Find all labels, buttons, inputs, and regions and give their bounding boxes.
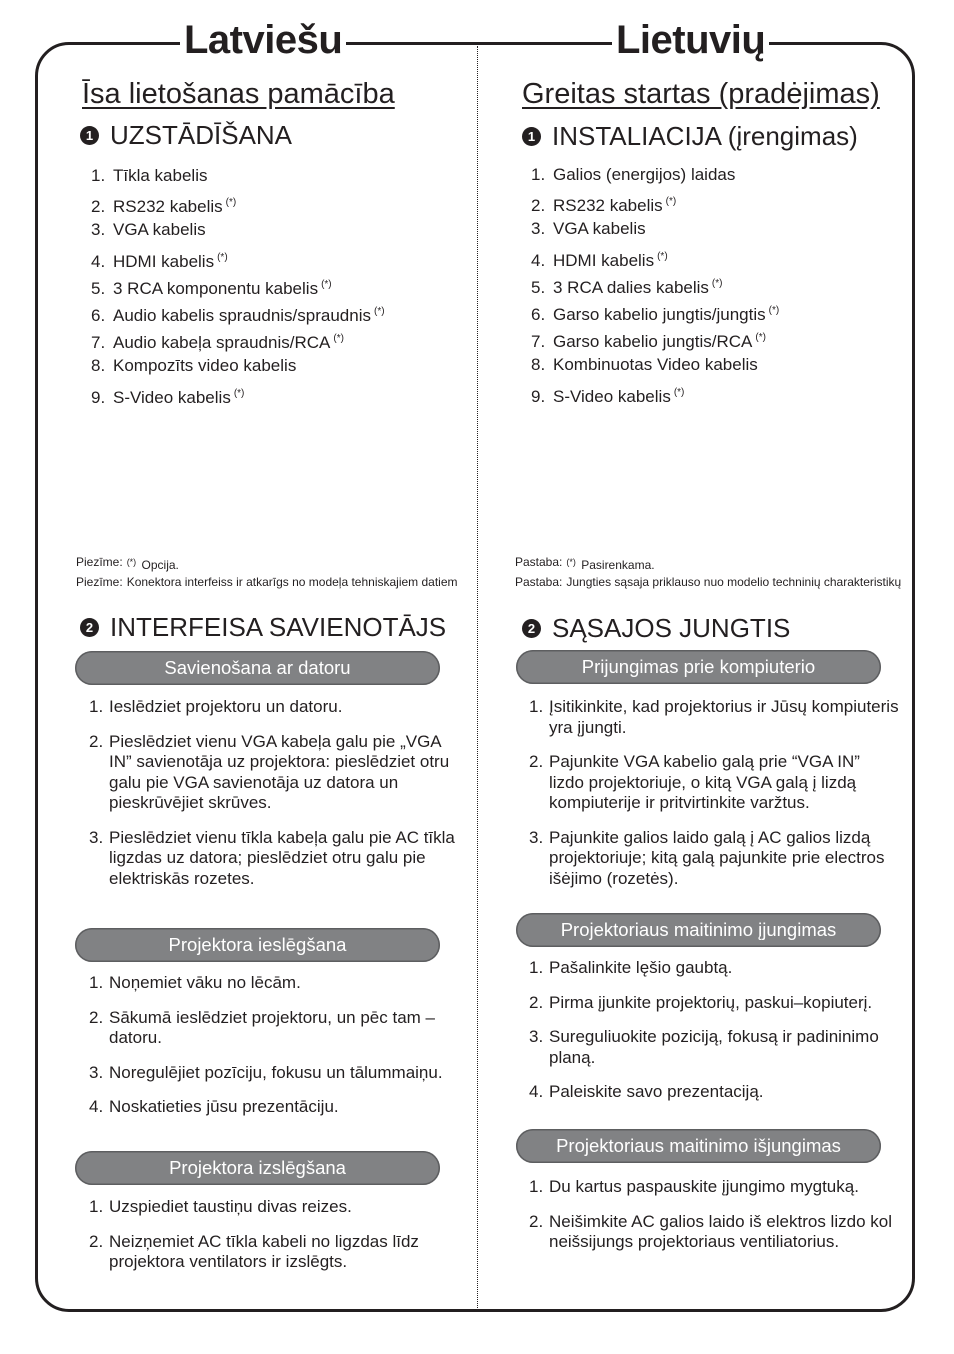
optional-marker: (*) xyxy=(126,557,137,567)
cable-item xyxy=(91,244,385,271)
note-body: Konektora interfeiss ir atkarīgs no modeļa tehniskajiem datiem xyxy=(126,575,458,589)
group-header-connect-lt: Prijungimas prie kompiuterio xyxy=(516,650,881,684)
note-label: Pastaba: xyxy=(515,575,563,589)
step-item xyxy=(529,958,899,979)
step-item xyxy=(89,1197,459,1218)
cable-number: 7. xyxy=(91,333,106,353)
note-body: Pasirenkama. xyxy=(581,558,655,572)
step-item xyxy=(89,1008,459,1049)
section-number-icon: 2 xyxy=(522,619,541,638)
step-text: Neizņemiet AC tīkla kabeli no ligzdas līdz projektora ventilators ir izslēgts. xyxy=(109,1231,419,1271)
step-item xyxy=(89,697,459,718)
note-body: Jungties sąsaja priklauso nuo modelio techninių charakteristikų xyxy=(566,575,902,589)
steps-poweroff-lt xyxy=(529,1177,899,1267)
section-title: INSTALIACIJA (įrengimas) xyxy=(552,121,858,151)
optional-marker: (*) xyxy=(665,196,677,208)
step-text: Sākumā ieslēdziet projektoru, un pēc tam – datoru. xyxy=(109,1007,436,1047)
step-number: 3. xyxy=(89,827,104,847)
step-item xyxy=(529,1027,899,1068)
step-item xyxy=(529,697,899,738)
language-title-lt: Lietuvių xyxy=(612,16,769,64)
section-title: UZSTĀDĪŠANA xyxy=(110,120,293,150)
cable-number: 3. xyxy=(531,219,546,239)
cable-number: 7. xyxy=(531,332,546,352)
cable-number: 4. xyxy=(91,251,106,271)
optional-marker: (*) xyxy=(755,332,766,344)
cable-list-lv xyxy=(91,162,385,407)
step-item xyxy=(89,828,459,890)
step-number: 1. xyxy=(89,697,104,716)
cable-item xyxy=(531,379,779,406)
steps-poweron-lt xyxy=(529,958,899,1117)
cable-number: 1. xyxy=(531,165,546,184)
note-label: Piezīme: xyxy=(76,555,123,569)
section-number-icon: 1 xyxy=(80,126,99,145)
cable-name: S-Video kabelis xyxy=(113,387,231,407)
step-number: 2. xyxy=(89,1007,104,1027)
group-header-poweroff-lv: Projektora izslēgšana xyxy=(75,1151,440,1185)
notes-lt xyxy=(515,555,905,592)
cable-name: HDMI kabelis xyxy=(553,250,655,270)
step-text: Ieslēdziet projektoru un datoru. xyxy=(109,697,343,716)
step-number: 1. xyxy=(89,973,104,992)
cable-item xyxy=(91,352,385,379)
cable-item xyxy=(531,270,779,297)
step-item xyxy=(89,973,459,994)
subtitle-lv: Īsa lietošanas pamācība xyxy=(82,78,395,110)
note-item xyxy=(76,555,472,572)
cable-item xyxy=(531,324,779,351)
note-body: Opcija. xyxy=(141,558,179,572)
step-text: Pieslēdziet vienu VGA kabeļa galu pie „VGA IN” savienotāja uz projektora: pieslēdziet otru galu pie VGA savienotāja uz datora un pieskrūvējiet skrūves. xyxy=(109,731,450,812)
cable-name: Garso kabelio jungtis/jungtis xyxy=(553,304,766,324)
step-text: Noskatieties jūsu prezentāciju. xyxy=(109,1097,339,1116)
cable-number: 5. xyxy=(91,278,106,298)
note-item xyxy=(76,575,472,589)
cable-number: 5. xyxy=(531,277,546,297)
optional-marker: (*) xyxy=(233,387,245,399)
section-title: INTERFEISA SAVIENOTĀJS xyxy=(110,612,447,642)
cable-item xyxy=(531,188,779,215)
cable-name: HDMI kabelis xyxy=(113,251,215,271)
cable-item xyxy=(531,297,779,324)
step-item xyxy=(529,828,899,890)
step-number: 3. xyxy=(529,827,544,847)
optional-marker: (*) xyxy=(225,197,237,209)
note-text xyxy=(566,555,905,572)
step-text: Įsitikinkite, kad projektorius ir Jūsų kompiuteris yra įjungti. xyxy=(549,697,899,737)
cable-item xyxy=(531,351,779,378)
cable-name: Tīkla kabelis xyxy=(113,166,208,185)
cable-item xyxy=(91,189,385,216)
step-text: Pieslēdziet vienu tīkla kabeļa galu pie AC tīkla ligzdas uz datora; pieslēdziet otru galu pie elektriskās rozetes. xyxy=(109,827,455,888)
step-text: Sureguliuokite poziciją, fokusą ir padininimo planą. xyxy=(549,1027,879,1067)
step-number: 3. xyxy=(529,1027,544,1046)
cable-number: 3. xyxy=(91,220,106,240)
section-number-icon: 1 xyxy=(522,127,541,146)
optional-marker: (*) xyxy=(321,278,332,290)
optional-marker: (*) xyxy=(333,333,344,345)
language-title-lv: Latviešu xyxy=(180,16,346,64)
cable-number: 4. xyxy=(531,250,546,270)
cable-number: 2. xyxy=(531,196,546,216)
optional-marker: (*) xyxy=(566,557,576,567)
cable-name: Garso kabelio jungtis/RCA xyxy=(553,332,753,352)
step-number: 3. xyxy=(89,1062,104,1082)
note-text xyxy=(127,555,472,572)
steps-connect-lt xyxy=(529,697,899,903)
step-text: Neišimkite AC galios laido iš elektros lizdo kol neišsijungs projektoriaus ventiliatorius. xyxy=(549,1211,892,1251)
cable-item xyxy=(531,161,779,188)
steps-poweron-lv xyxy=(89,973,459,1132)
cable-name: Audio kabelis spraudnis/spraudnis xyxy=(113,305,371,325)
notes-lv xyxy=(76,555,472,592)
cable-name: Kombinuotas Video kabelis xyxy=(553,355,758,375)
step-text: Noregulējiet pozīciju, fokusu un tālummaiņu. xyxy=(109,1062,443,1082)
cable-item xyxy=(91,325,385,352)
step-item xyxy=(89,1063,459,1084)
cable-number: 8. xyxy=(91,356,106,376)
cable-name: RS232 kabelis xyxy=(553,196,663,216)
section-number-icon: 2 xyxy=(80,618,99,637)
step-number: 2. xyxy=(89,731,104,751)
section-heading-installation-lt xyxy=(522,121,858,152)
step-number: 1. xyxy=(529,1177,544,1196)
cable-name: VGA kabelis xyxy=(113,220,206,240)
step-item xyxy=(529,1212,899,1253)
cable-number: 2. xyxy=(91,197,106,217)
step-text: Noņemiet vāku no lēcām. xyxy=(109,973,301,992)
cable-number: 9. xyxy=(91,387,106,407)
optional-marker: (*) xyxy=(768,304,780,316)
step-number: 1. xyxy=(89,1197,104,1216)
note-item xyxy=(515,575,905,589)
group-header-poweroff-lt: Projektoriaus maitinimo išjungimas xyxy=(516,1129,881,1163)
cable-name: RS232 kabelis xyxy=(113,197,223,217)
optional-marker: (*) xyxy=(374,305,385,317)
cable-number: 6. xyxy=(91,305,106,325)
cable-name: Audio kabeļa spraudnis/RCA xyxy=(113,333,331,353)
section-heading-interface-lv xyxy=(80,612,446,643)
cable-list-lt xyxy=(531,161,779,406)
section-heading-interface-lt xyxy=(522,613,790,644)
cable-item xyxy=(531,243,779,270)
step-text: Pirma įjunkite projektorių, paskui–kopiuterį. xyxy=(549,992,873,1012)
step-text: Pašalinkite lęšio gaubtą. xyxy=(549,958,733,977)
step-item xyxy=(529,752,899,814)
note-label: Pastaba: xyxy=(515,555,563,569)
step-item xyxy=(89,1232,459,1273)
column-divider xyxy=(477,46,478,1308)
step-item xyxy=(529,1177,899,1198)
step-number: 2. xyxy=(89,1231,104,1251)
step-number: 2. xyxy=(529,752,544,771)
step-number: 1. xyxy=(529,958,544,977)
optional-marker: (*) xyxy=(673,386,685,398)
step-text: Uzspiediet taustiņu divas reizes. xyxy=(109,1197,352,1216)
section-heading-installation-lv xyxy=(80,120,292,151)
group-header-connect-lv: Savienošana ar datoru xyxy=(75,651,440,685)
note-text xyxy=(127,575,472,589)
cable-name: VGA kabelis xyxy=(553,219,646,239)
step-text: Paleiskite savo prezentaciją. xyxy=(549,1082,764,1101)
step-text: Pajunkite VGA kabelio galą prie “VGA IN” lizdo projektoriuje, o kitą VGA galą į lizdą kompiuterije ir pritvirtinkite varžtus. xyxy=(549,752,860,812)
cable-item xyxy=(91,216,385,243)
optional-marker: (*) xyxy=(657,250,668,262)
step-item xyxy=(89,732,459,814)
section-title: SĄSAJOS JUNGTIS xyxy=(552,613,791,643)
subtitle-lt: Greitas startas (pradėjimas) xyxy=(522,78,880,110)
cable-name: Galios (energijos) laidas xyxy=(553,165,736,184)
step-number: 4. xyxy=(89,1097,104,1116)
step-text: Pajunkite galios laido galą į AC galios lizdą projektoriuje; kitą galą pajunkite prie electros išėjimo (rozetės). xyxy=(549,827,885,888)
step-number: 1. xyxy=(529,697,544,716)
cable-number: 9. xyxy=(531,386,546,406)
group-header-poweron-lt: Projektoriaus maitinimo įjungimas xyxy=(516,913,881,947)
group-header-poweron-lv: Projektora ieslēgšana xyxy=(75,928,440,962)
cable-item xyxy=(91,271,385,298)
note-text xyxy=(566,575,905,589)
step-text: Du kartus paspauskite įjungimo mygtuką. xyxy=(549,1177,859,1196)
steps-poweroff-lv xyxy=(89,1197,459,1287)
cable-item xyxy=(91,298,385,325)
cable-number: 6. xyxy=(531,304,546,324)
cable-name: Kompozīts video kabelis xyxy=(113,356,297,376)
cable-item xyxy=(91,162,385,189)
step-item xyxy=(529,993,899,1014)
step-number: 2. xyxy=(529,1211,544,1231)
cable-name: 3 RCA dalies kabelis xyxy=(553,277,709,297)
cable-number: 1. xyxy=(91,166,106,185)
cable-name: S-Video kabelis xyxy=(553,386,671,406)
cable-name: 3 RCA komponentu kabelis xyxy=(113,278,319,298)
step-item xyxy=(89,1097,459,1118)
steps-connect-lv xyxy=(89,697,459,903)
note-item xyxy=(515,555,905,572)
step-number: 4. xyxy=(529,1082,544,1101)
cable-number: 8. xyxy=(531,355,546,375)
note-label: Piezīme: xyxy=(76,575,123,589)
optional-marker: (*) xyxy=(217,251,228,263)
optional-marker: (*) xyxy=(711,277,723,289)
step-item xyxy=(529,1082,899,1103)
cable-item xyxy=(91,380,385,407)
cable-item xyxy=(531,215,779,242)
step-number: 2. xyxy=(529,992,544,1012)
